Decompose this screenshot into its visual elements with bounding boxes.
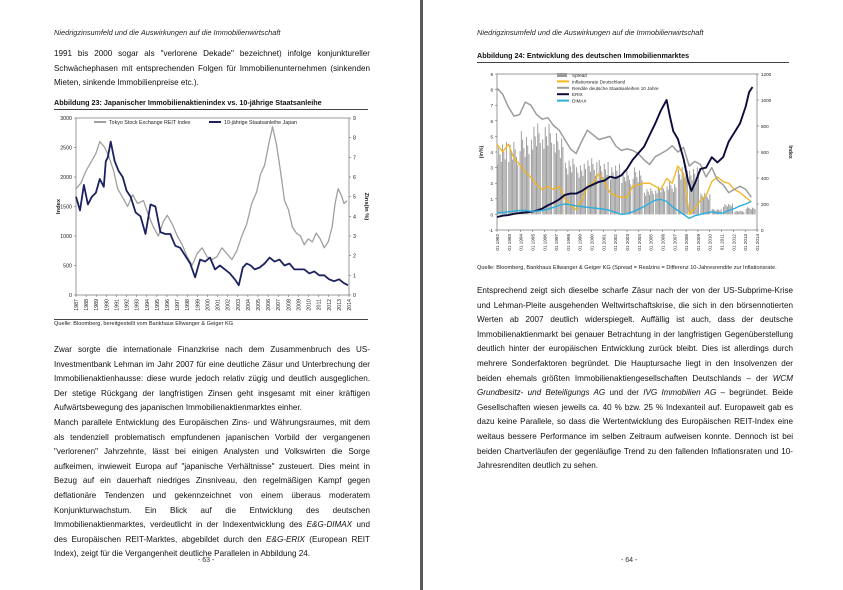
wcm-name: WCM Grundbesitz- und Beteiligungs AG: [477, 373, 793, 398]
x-tick-label: 1987: [74, 299, 80, 311]
spread-bar: [623, 172, 624, 214]
x-tick-label: 2005: [256, 299, 262, 311]
x-tick-label: 01 2004: [636, 234, 642, 251]
figure-24-caption: Abbildung 24: Entwicklung des deutschen Immobilienmarktes: [477, 51, 690, 60]
y2-axis-title: Zins(in %): [363, 192, 369, 221]
spread-bar: [693, 169, 694, 214]
spread-bar: [670, 185, 671, 214]
spread-bar: [610, 179, 611, 214]
y2-tick-label: 0: [761, 228, 764, 233]
paragraph-2-part-a: Manch parallele Entwicklung des Europäischen Zins- und Währungsraumes, mit dem als tendenziell problematisch empfundenen japanischen Vorbild der vergangenen "verlorenen" Jahrzehnte, lässt bei einigen Analysten und Volkswirten die Sorge aufkeimen, inwieweit Europa auf "japanische Verhältnisse" zusteuert. Dies meint in Bezug auf ein dauerhaft niedriges Zinsniveau, den regelmäßigen Kampf gegen deflationäre Tendenzen und gekennzeichnet von einem überaus moderatem Konjunkturwachstum. Ein Blick auf die Entwicklung des deutschen Immobilienaktienmarktes, verdeutlicht in der Indexentwicklung des: [54, 418, 370, 530]
x-tick-label: 2003: [235, 299, 242, 311]
x-tick-label: 01 2001: [601, 234, 607, 251]
legend-label: Rendite deutsche Staatsanleihen 10 Jahre: [572, 85, 659, 91]
spread-bar: [741, 211, 742, 214]
series-line-1: [76, 142, 348, 286]
y-axis-title: (in%): [479, 145, 485, 159]
x-tick-label: 01 2009: [695, 234, 701, 251]
y-tick-label: 500: [63, 263, 72, 270]
paragraph-1-text: Zwar sorgte die internationale Finanzkrise nach dem Zusammenbruch des US-Investmentbank Lehman im Jahr 2007 für eine deutliche Zäsur und Unterbrechung der Immobilienaktienhausse: diese wurde jedoch relativ zügig und deutlich ausgeglichen. Der stetige Rückgang der langfristigen Zinsen geht insgesamt mit einer kräftigen Aufwärtsbewegung des japanischen Immobilienaktienmarktes einher.: [54, 345, 370, 413]
ivg-name: IVG Immobilien AG: [643, 388, 717, 398]
x-tick-label: 2008: [286, 299, 293, 311]
y2-tick-label: 6: [353, 175, 356, 181]
spread-bar: [510, 145, 511, 215]
spread-bar: [753, 208, 754, 214]
legend-label: Spread: [572, 73, 587, 78]
spread-bar: [501, 162, 502, 214]
figure-23-caption: Abbildung 23: Japanischer Immobilienaktienindex vs. 10-jährige Staatsanleihe: [54, 98, 322, 107]
x-tick-label: 2006: [266, 299, 273, 311]
x-tick-label: 01 2002: [613, 234, 619, 251]
spread-bar: [649, 195, 650, 215]
y2-tick-label: 4: [353, 214, 356, 221]
spread-bar: [565, 162, 566, 214]
spread-bar: [498, 147, 499, 214]
x-tick-label: 2004: [245, 299, 252, 311]
y2-tick-label: 5: [353, 194, 356, 201]
spread-bar: [660, 192, 661, 214]
spread-bar: [663, 188, 664, 214]
x-tick-label: 01 1995: [530, 234, 536, 251]
spread-bar: [574, 164, 575, 214]
paragraph-2: [54, 416, 370, 562]
spread-bar: [569, 160, 570, 214]
spread-bar: [698, 172, 699, 214]
x-tick-label: 01 1998: [565, 234, 571, 251]
y-axis-title: Index: [56, 198, 62, 215]
spread-bar: [672, 189, 673, 215]
x-tick-label: 01 2010: [707, 234, 713, 251]
x-tick-label: 01 2005: [648, 234, 654, 251]
spread-bar: [737, 211, 738, 214]
y2-tick-label: 1200: [761, 72, 772, 77]
spread-bar: [525, 157, 526, 214]
paragraph-2-part-c: (European REIT Index), zeigt für die Vergangenheit deutliche Parallelen in Abbildung 24.: [54, 534, 371, 559]
y-tick-label: 1: [490, 196, 493, 202]
x-tick-label: 1995: [154, 299, 161, 311]
spread-bar: [653, 194, 654, 215]
spread-bar: [675, 187, 676, 214]
x-tick-label: 01 2014: [755, 234, 760, 251]
spread-bar: [500, 154, 501, 214]
x-tick-label: 2014: [347, 299, 353, 311]
x-tick-label: 01 2013: [743, 234, 749, 251]
y-tick-label: 0: [69, 293, 72, 299]
y-tick-label: 0: [490, 212, 493, 218]
running-header: Niedrigzinsumfeld und die Auswirkungen auf die Immobilienwirtschaft: [54, 28, 281, 37]
x-tick-label: 1998: [185, 299, 192, 311]
spread-bar: [673, 192, 674, 214]
spread-bar: [508, 162, 509, 214]
legend-label: Tokyo Stock Exchange REIT Index: [109, 120, 191, 126]
spread-bar: [546, 136, 547, 214]
spread-bar: [566, 168, 567, 214]
spread-bar: [709, 194, 710, 214]
spread-bar: [743, 212, 744, 214]
spread-bar: [535, 137, 536, 215]
spread-bar: [655, 190, 656, 214]
spread-bar: [642, 180, 643, 214]
x-tick-label: 2001: [215, 299, 222, 311]
y2-tick-label: 3: [353, 234, 356, 240]
x-tick-label: 2011: [316, 299, 323, 311]
spread-bar: [680, 179, 681, 214]
erix-name: E&G-ERIX: [266, 534, 305, 544]
figure-24-chart: [477, 64, 793, 264]
spread-bar: [513, 142, 514, 214]
x-tick-label: 1999: [195, 299, 202, 311]
spread-bar: [591, 158, 592, 214]
spread-bar: [633, 179, 634, 215]
spread-bar: [561, 139, 562, 215]
y-tick-label: 5: [490, 134, 493, 140]
y2-tick-label: 200: [761, 202, 769, 207]
x-tick-label: 01 2012: [731, 234, 737, 251]
x-tick-label: 01 2000: [589, 234, 595, 251]
spread-bar: [604, 164, 605, 215]
figure-24-source: Quelle: Bloomberg, Bankhaus Ellwanger & Geiger KG (Spread = Realzins = Differenz 10-Jahresrendite zur Inflationsrate.: [477, 265, 777, 271]
x-tick-label: 1990: [104, 299, 111, 311]
intro-paragraph: [54, 47, 370, 91]
y2-tick-label: 1: [353, 273, 356, 280]
x-tick-label: 1996: [165, 299, 171, 311]
spread-bar: [532, 150, 533, 215]
page-number: - 63 -: [198, 557, 215, 564]
spread-bar: [517, 164, 518, 214]
x-tick-label: 01 2003: [625, 234, 630, 251]
y-tick-label: 7: [490, 103, 493, 109]
y2-tick-label: 800: [761, 124, 769, 129]
spread-bar: [522, 140, 523, 215]
spread-bar: [667, 186, 668, 214]
spread-bar: [549, 124, 550, 214]
x-tick-label: 01 2007: [672, 234, 678, 251]
paragraph-right-part-a: Entsprechend zeigt sich dieselbe scharfe Zäsur nach der von der US-Subprime-Krise und Lehman-Pleite ausgehenden Weltwirtschaftskrise, die sich in den börsennotierten Werten ab 2007 deutlich widerspiegelt. Auffällig ist auch, dass der deutsche Immobilienaktienmarkt bei genauer Betrachtung in der langfristigen Gegenüberstellung deutlich hinter der europäischen Entwicklung zurück bleibt. Dies ist allerdings durch mehrere Sonderfaktoren begründet. Die Hauptursache liegt in den Insolvenzen der beiden ehemals größten Immobilienaktiengesellschaften Deutschlands – der: [477, 286, 793, 383]
y-tick-label: 4: [490, 150, 493, 155]
paragraph-1: [54, 343, 370, 416]
x-tick-label: 01 2006: [660, 234, 666, 251]
intro-text: 1991 bis 2000 sogar als "verlorene Dekade" bezeichnet) infolge konjunktureller Schwächephasen mit entsprechenden Folgen für Immobilienunternehmen (sinkenden Mieten, sinkende Immobilienpreise etc.).: [54, 49, 370, 88]
x-tick-label: 01 1992: [495, 234, 500, 251]
legend-label: 10-jährige Staatsanleihe Japan: [224, 120, 298, 126]
spread-bar: [596, 162, 597, 214]
y-tick-label: 9: [490, 72, 493, 77]
x-tick-label: 01 2011: [719, 234, 725, 251]
spread-bar: [506, 142, 507, 214]
spread-bar: [521, 131, 522, 214]
page-number: - 64 -: [621, 557, 638, 564]
spread-bar: [523, 148, 524, 214]
spread-bar: [657, 193, 658, 214]
spread-bar: [614, 178, 615, 215]
spread-bar: [700, 193, 701, 214]
spread-bar: [692, 180, 693, 214]
paragraph-2-part-b: und des Europäischen REIT-Marktes, abgebildet durch den: [54, 520, 370, 544]
x-tick-label: 1994: [144, 299, 151, 311]
spread-bar: [664, 191, 665, 214]
spread-bar: [557, 141, 558, 214]
spread-bar: [679, 174, 680, 214]
legend-label: ERIX: [572, 92, 583, 98]
paragraph-right: [477, 284, 793, 474]
spread-bar: [751, 209, 752, 214]
source-rule: [54, 319, 368, 320]
spread-bar: [707, 197, 708, 214]
spread-bar: [747, 207, 748, 214]
x-tick-label: 1997: [175, 299, 182, 311]
y2-tick-label: 2: [353, 253, 356, 260]
spread-bar: [527, 146, 528, 215]
y-tick-label: 3: [490, 165, 493, 171]
y-tick-label: 2000: [60, 175, 72, 181]
y2-tick-label: 1000: [761, 98, 772, 103]
spread-bar: [738, 212, 739, 215]
spread-bar: [555, 153, 556, 215]
spread-bar: [520, 151, 521, 214]
spread-bar: [636, 177, 637, 214]
x-tick-label: 01 1997: [554, 234, 560, 251]
x-tick-label: 2009: [296, 299, 303, 311]
x-tick-label: 01 2008: [684, 234, 690, 251]
spread-bar: [516, 157, 517, 214]
spread-bar: [742, 212, 743, 215]
spread-bar: [547, 146, 548, 215]
x-tick-label: 2012: [326, 299, 333, 311]
x-tick-label: 2000: [205, 299, 212, 311]
x-tick-label: 01 1996: [542, 234, 548, 251]
spread-bar: [497, 164, 498, 214]
spread-bar: [748, 208, 749, 214]
spread-bar: [659, 189, 660, 214]
spread-bar: [750, 209, 751, 215]
x-tick-label: 1989: [94, 299, 101, 311]
y2-tick-label: 600: [761, 150, 769, 155]
spread-bar: [621, 183, 622, 214]
spread-bar: [625, 181, 626, 214]
spread-bar: [626, 171, 627, 214]
y2-axis-title: Index: [787, 145, 793, 159]
x-tick-label: 1993: [134, 299, 141, 311]
spread-bar: [703, 198, 704, 214]
spread-bar: [503, 152, 504, 214]
spread-bar: [634, 167, 635, 214]
spread-bar: [537, 124, 538, 215]
y-tick-label: 2: [490, 181, 493, 187]
y-tick-label: 8: [490, 87, 493, 93]
spread-bar: [644, 193, 645, 215]
y-tick-label: 1000: [60, 234, 72, 240]
paragraph-right-text: [477, 284, 793, 474]
paragraph-2-text: [54, 416, 370, 562]
y-tick-label: -1: [488, 228, 493, 233]
x-tick-label: 1991: [114, 299, 121, 311]
spread-bar: [539, 133, 540, 214]
y2-tick-label: 400: [761, 176, 769, 181]
spread-bar: [554, 144, 555, 214]
spread-bar: [579, 178, 580, 215]
legend-swatch: [557, 73, 567, 77]
figure-23-source: Quelle: Bloomberg, bereitgestellt vom Bankhaus Ellwanger & Geiger KG: [54, 321, 234, 327]
spread-bar: [599, 160, 600, 214]
spread-bar: [511, 152, 512, 214]
legend-label: Inflationsrate Deutschland: [572, 79, 626, 85]
running-header: Niedrigzinsumfeld und die Auswirkungen auf die Immobilienwirtschaft: [477, 28, 704, 37]
y-tick-label: 2500: [60, 145, 72, 152]
spread-bar: [669, 182, 670, 215]
spread-bar: [570, 166, 571, 214]
spread-bar: [647, 189, 648, 214]
spread-bar: [581, 171, 582, 215]
spread-bar: [734, 212, 735, 215]
spread-bar: [593, 164, 594, 214]
spread-bar: [746, 209, 747, 214]
paragraph-right-part-b: und der: [605, 388, 644, 398]
spread-bar: [689, 171, 690, 215]
x-tick-label: 2007: [276, 299, 283, 311]
spread-bar: [706, 195, 707, 214]
page-63: [0, 0, 420, 590]
spread-bar: [533, 127, 534, 215]
spread-bar: [690, 175, 691, 214]
legend-label: DIMAX: [572, 98, 587, 104]
spread-bar: [678, 169, 679, 214]
paragraph-right-part-c: – begründet. Beide Gesellschaften wiesen jeweils ca. 40 % bzw. 25 % Indexanteil auf. Europaweit gab es dazu keine Parallele, so dass die Wertentwicklung des Europäischen REIT-Index eine weitaus bessere Performance im selben Zeitraum aufweisen konnte. Dennoch ist bei beiden Chartverläufen der gegenläufige Trend zu den fallenden Inflationsraten und 10-Jahresrenditen deutlich zu sehen.: [477, 388, 793, 471]
spread-bar: [526, 137, 527, 215]
spread-bar: [502, 145, 503, 215]
spread-bar: [615, 165, 616, 214]
y2-tick-label: 7: [353, 155, 356, 162]
spread-bar: [618, 176, 619, 214]
spread-bar: [739, 211, 740, 215]
x-tick-label: 1988: [84, 299, 91, 311]
y2-tick-label: 0: [353, 293, 356, 299]
x-tick-label: 2010: [306, 299, 313, 311]
spread-bar: [542, 140, 543, 215]
spread-bar: [728, 204, 729, 214]
y2-tick-label: 9: [353, 116, 356, 122]
spread-bar: [605, 169, 606, 214]
spread-bar: [755, 209, 756, 214]
spread-bar: [752, 208, 753, 215]
figure-23-chart: [54, 110, 370, 322]
dimax-name: E&G-DIMAX: [306, 520, 353, 530]
spread-bar: [512, 159, 513, 214]
y2-tick-label: 8: [353, 135, 356, 142]
spread-bar: [536, 146, 537, 214]
spread-bar: [600, 166, 601, 215]
spread-bar: [726, 205, 727, 214]
y-tick-label: 3000: [60, 116, 72, 122]
spread-bar: [629, 180, 630, 214]
spread-bar: [540, 143, 541, 214]
y-tick-label: 6: [490, 118, 493, 124]
spread-bar: [529, 154, 530, 214]
spread-bar: [611, 167, 612, 214]
spread-bar: [543, 149, 544, 215]
spread-bar: [635, 172, 636, 214]
x-tick-label: 2002: [225, 299, 232, 311]
spread-bar: [560, 158, 561, 214]
y-tick-label: 1500: [60, 204, 72, 211]
x-tick-label: 01 1994: [518, 234, 524, 251]
spread-bar: [619, 164, 620, 215]
caption-rule: [477, 62, 789, 63]
x-tick-label: 2013: [336, 299, 343, 311]
series-line-0: [76, 127, 347, 266]
plot-frame: [76, 118, 349, 295]
spread-bar: [736, 211, 737, 214]
spread-bar: [674, 184, 675, 214]
spread-bar: [682, 167, 683, 214]
spread-bar: [624, 177, 625, 214]
spread-bar: [505, 159, 506, 214]
x-tick-label: 01 1993: [506, 234, 512, 251]
x-tick-label: 01 1999: [577, 234, 583, 251]
page-64: [423, 0, 843, 590]
spread-bar: [696, 179, 697, 215]
x-tick-label: 1992: [124, 299, 131, 311]
spread-bar: [650, 188, 651, 214]
spread-bar: [545, 127, 546, 214]
spread-bar: [550, 133, 551, 214]
spread-bar: [606, 175, 607, 214]
